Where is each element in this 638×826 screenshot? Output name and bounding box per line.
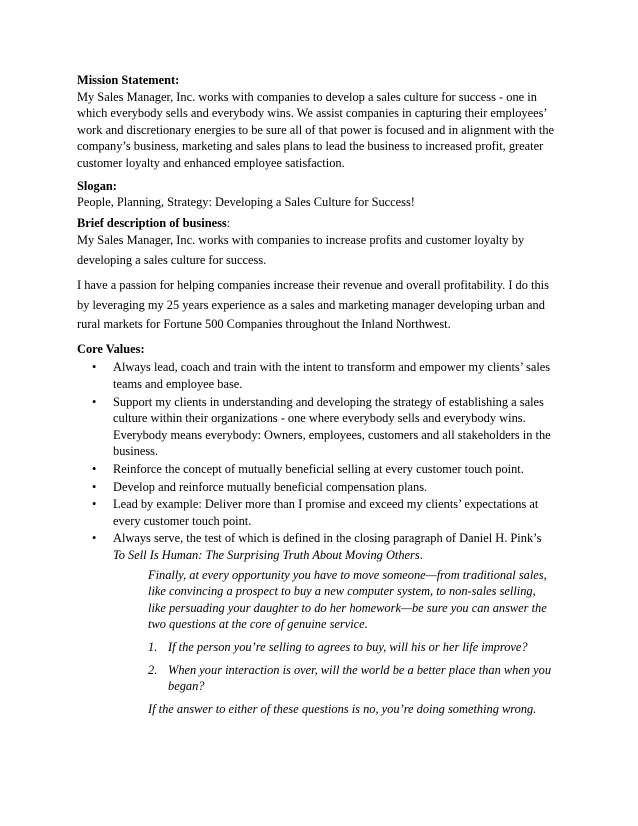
slogan-heading: Slogan: xyxy=(77,178,117,193)
core-value-item xyxy=(77,479,555,496)
mission-text: My Sales Manager, Inc. works with companies to develop a sales culture for success - one in which everybody sells and everybody wins. We assist companies in capturing their employees’ work and discretionary energies to be sure all of that power is focused and in alignment with the company’s business, marketing and sales plans to lead the business to increased profit, greater customer loyalty and enhanced employee satisfaction. xyxy=(77,89,555,170)
document-page xyxy=(77,72,555,717)
quote-question xyxy=(148,662,555,695)
quote-closing: If the answer to either of these questions is no, you’re doing something wrong. xyxy=(148,701,537,716)
question-text: If the person you’re selling to agrees to buy, will his or her life improve? xyxy=(168,639,528,654)
question-number: 2. xyxy=(148,662,158,677)
quote-questions xyxy=(148,639,555,695)
quote-question xyxy=(148,639,555,656)
question-text: When your interaction is over, will the world be a better place than when you began? xyxy=(168,662,552,694)
brief-text-1: My Sales Manager, Inc. works with companies to increase profits and customer loyalty by developing a sales culture for success. xyxy=(77,233,525,267)
bullet-icon: • xyxy=(92,360,97,375)
question-number: 1. xyxy=(148,639,158,654)
slogan-text: People, Planning, Strategy: Developing a Sales Culture for Success! xyxy=(77,195,415,210)
core-value-text: Support my clients in understanding and developing the strategy of establishing a sales culture within their organizations - one where everybody sells and everybody wins. Everybody means everybody: Owners, employees, customers and all stakeholders in the business. xyxy=(113,394,551,459)
brief-heading-colon: : xyxy=(226,215,231,230)
core-values-heading: Core Values: xyxy=(77,341,145,356)
core-value-item xyxy=(77,394,555,460)
bullet-icon: • xyxy=(92,531,97,546)
pink-quote xyxy=(148,567,555,718)
core-value-text-prefix: Always serve, the test of which is defined in the closing paragraph of Daniel H. Pink’s xyxy=(113,531,542,546)
core-value-text: Develop and reinforce mutually beneficial compensation plans. xyxy=(113,479,428,494)
book-title: To Sell Is Human: The Surprising Truth About Moving Others xyxy=(113,547,420,562)
bullet-icon: • xyxy=(92,394,97,409)
core-value-item xyxy=(77,530,555,563)
core-value-item xyxy=(77,359,555,392)
core-value-text-suffix: . xyxy=(419,547,423,562)
quote-paragraph: Finally, at every opportunity you have to move someone—from traditional sales, like convincing a prospect to buy a new computer system, to non-sales selling, like persuading your daughter to do her homework—be sure you can answer the two questions at the core of genuine service. xyxy=(148,567,547,632)
core-value-text: Always lead, coach and train with the intent to transform and empower my clients’ sales teams and employee base. xyxy=(113,360,551,392)
mission-heading: Mission Statement: xyxy=(77,73,180,87)
bullet-icon: • xyxy=(92,497,97,512)
core-value-item xyxy=(77,461,555,478)
core-value-text: Lead by example: Deliver more than I promise and exceed my clients’ expectations at every customer touch point. xyxy=(113,497,539,528)
brief-heading-line xyxy=(77,215,555,232)
core-value-text: Reinforce the concept of mutually beneficial selling at every customer touch point. xyxy=(113,462,524,476)
bullet-icon: • xyxy=(92,462,97,476)
core-values-list xyxy=(77,359,555,563)
core-value-item xyxy=(77,496,555,529)
brief-text-2: I have a passion for helping companies increase their revenue and overall profitability. I do this by leveraging my 25 years experience as a sales and marketing manager developing urban and rural markets for Fortune 500 Companies throughout the Inland Northwest. xyxy=(77,278,549,332)
brief-heading: Brief description of business xyxy=(77,215,227,230)
bullet-icon: • xyxy=(92,479,97,494)
